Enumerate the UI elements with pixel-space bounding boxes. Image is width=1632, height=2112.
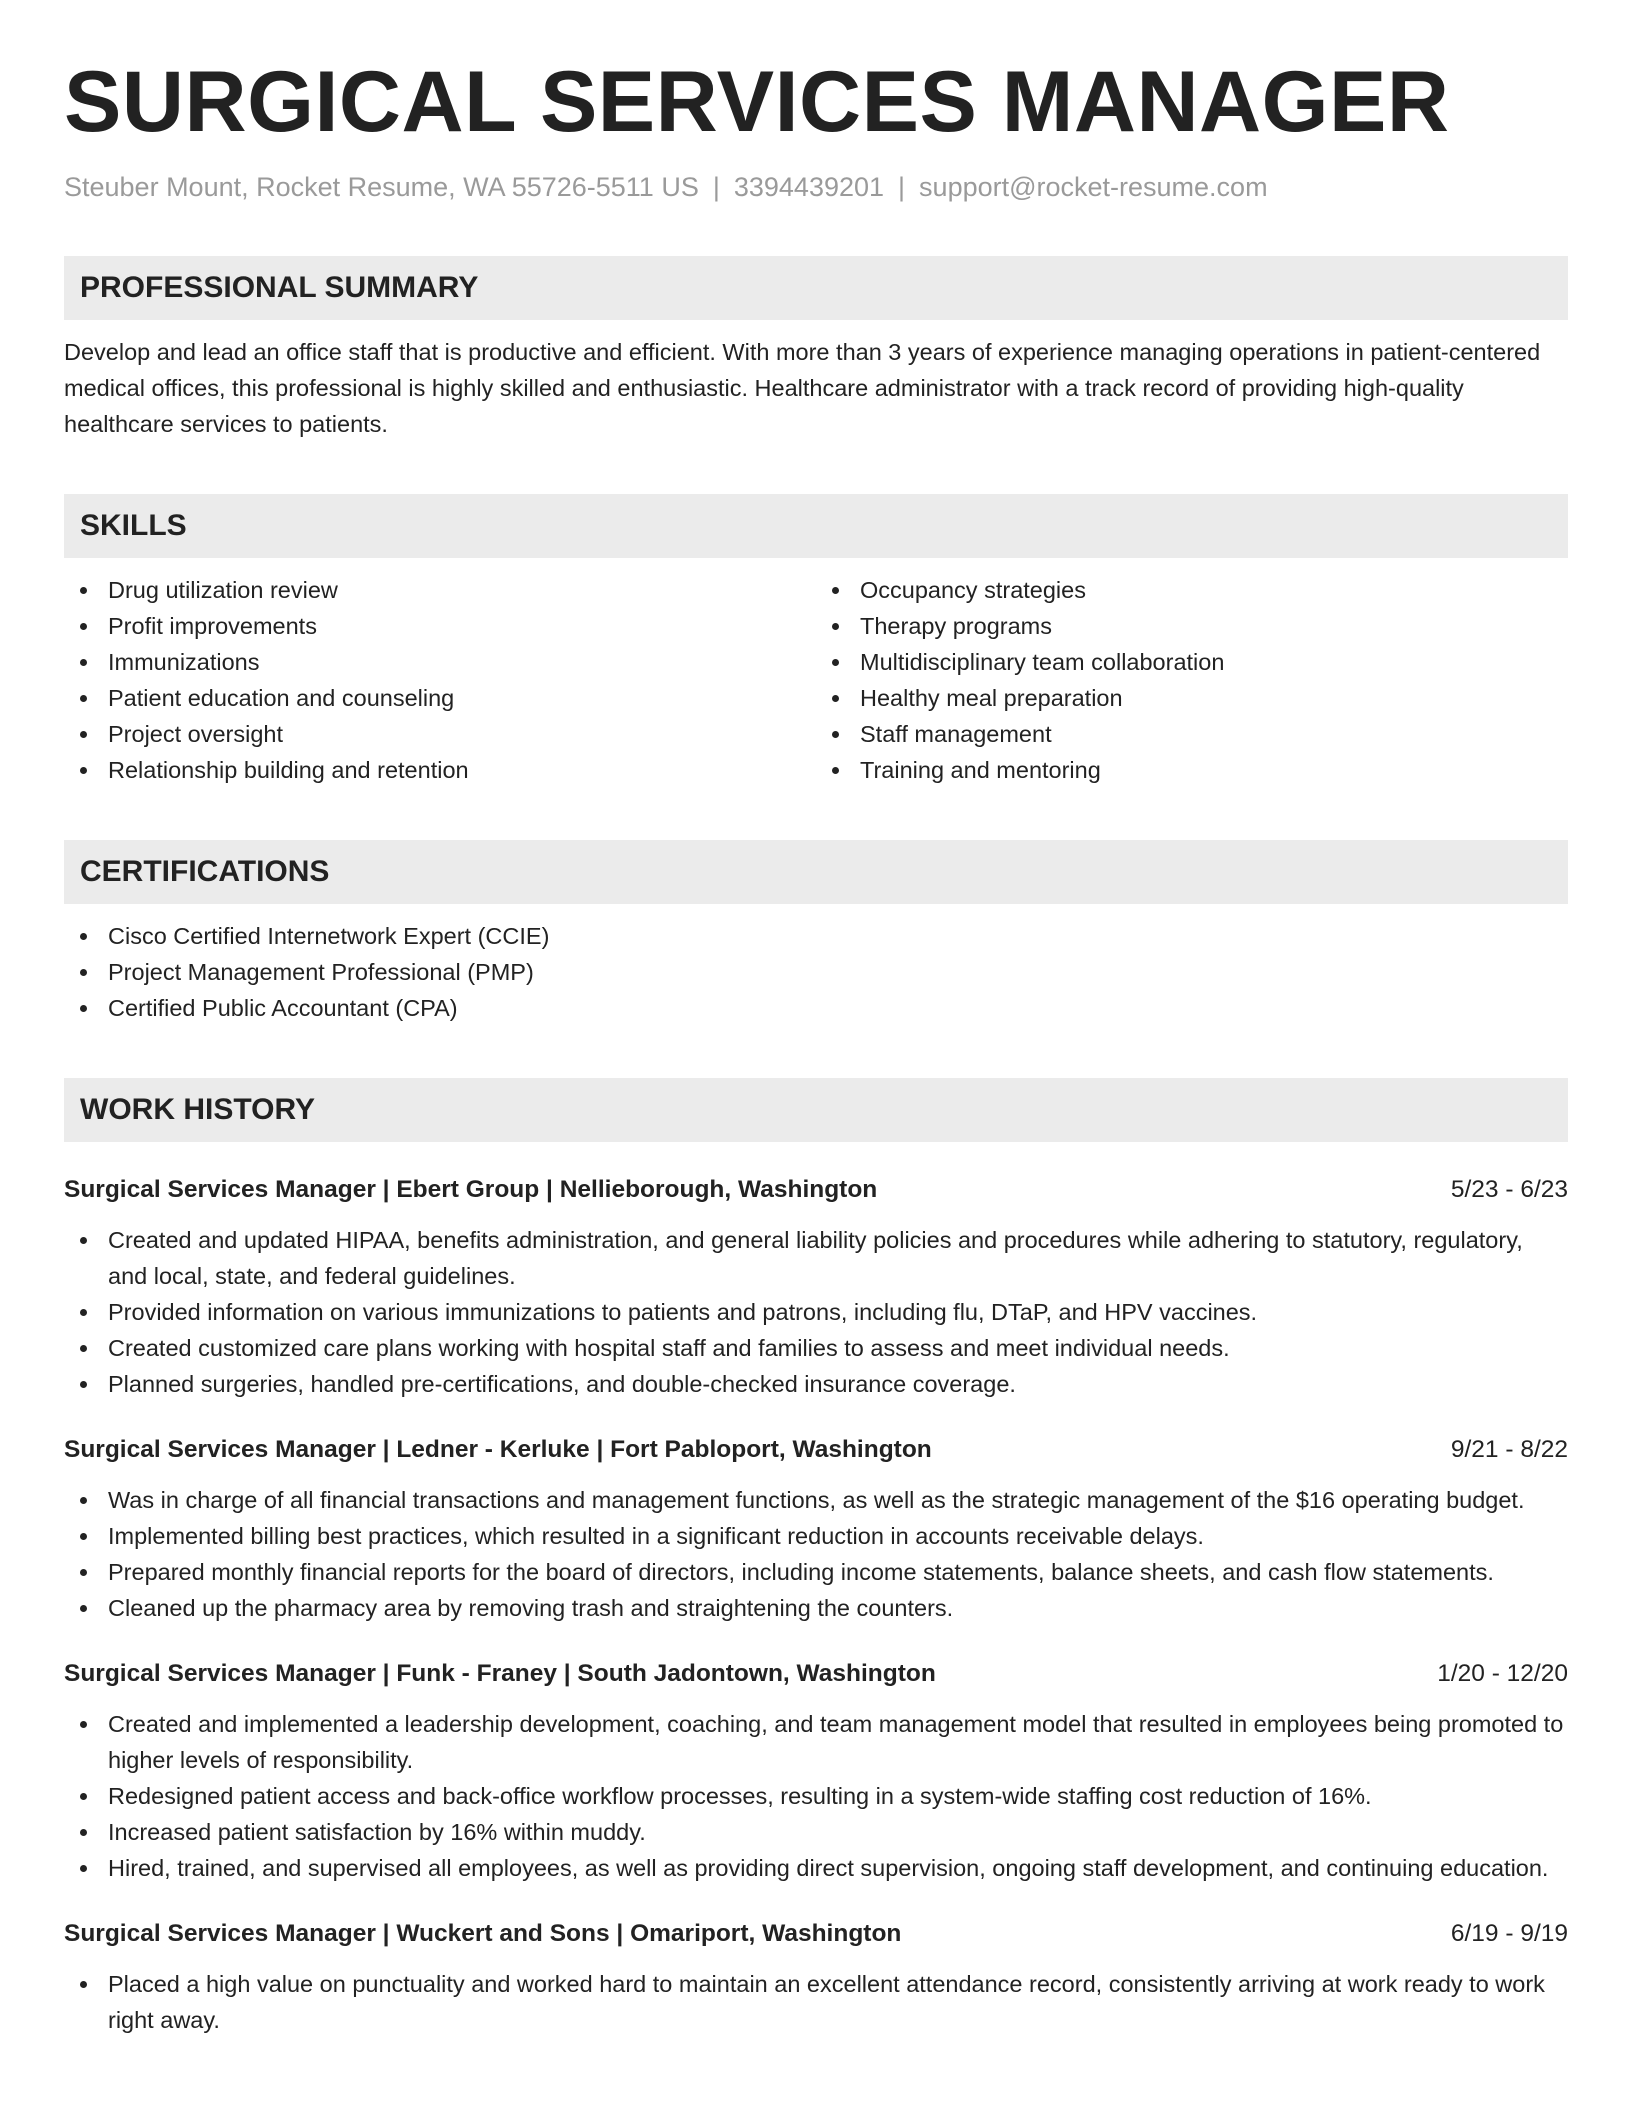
contact-separator: |	[898, 172, 906, 202]
job-title: Surgical Services Manager | Wuckert and Sons | Omariport, Washington	[64, 1920, 902, 1947]
job-title: Surgical Services Manager | Ledner - Kerluke | Fort Pabloport, Washington	[64, 1436, 932, 1463]
skill-item: Occupancy strategies	[816, 572, 1568, 608]
skill-item: Therapy programs	[816, 608, 1568, 644]
contact-separator: |	[712, 172, 720, 202]
summary-text: Develop and lead an office staff that is productive and efficient. With more than 3 years of experience managing operations in patient-centered medical offices, this professional is highly skilled and enthusiastic. Healthcare administrator with a track record of providing high-quality healthcare services to patients.	[64, 339, 1541, 437]
job-entry	[64, 1172, 1568, 1402]
skill-item: Staff management	[816, 716, 1568, 752]
job-bullet: Created and implemented a leadership development, coaching, and team management model that resulted in employees being promoted to higher levels of responsibility.	[64, 1706, 1568, 1778]
skill-item: Training and mentoring	[816, 752, 1568, 788]
certifications-list	[64, 918, 1568, 1026]
contact-address: Steuber Mount, Rocket Resume, WA 55726-5511 US	[64, 172, 699, 202]
job-header	[64, 1432, 1568, 1468]
job-dates: 6/19 - 9/19	[1450, 1920, 1568, 1947]
contact-email[interactable]: support@rocket-resume.com	[919, 172, 1268, 202]
skill-item: Healthy meal preparation	[816, 680, 1568, 716]
certification-item: Certified Public Accountant (CPA)	[64, 990, 1568, 1026]
job-header	[64, 1916, 1568, 1952]
job-bullet: Implemented billing best practices, which resulted in a significant reduction in accounts receivable delays.	[64, 1518, 1568, 1554]
job-bullet: Increased patient satisfaction by 16% within muddy.	[64, 1814, 1568, 1850]
section-heading-certifications: CERTIFICATIONS	[64, 840, 1568, 904]
section-heading-skills: SKILLS	[64, 494, 1568, 558]
job-bullet: Created and updated HIPAA, benefits administration, and general liability policies and procedures while adhering to statutory, regulatory, and local, state, and federal guidelines.	[64, 1222, 1568, 1294]
job-entry	[64, 1432, 1568, 1626]
job-bullet: Prepared monthly financial reports for the board of directors, including income statements, balance sheets, and cash flow statements.	[64, 1554, 1568, 1590]
certification-item: Cisco Certified Internetwork Expert (CCIE)	[64, 918, 1568, 954]
job-bullets	[64, 1222, 1568, 1402]
skill-item: Project oversight	[64, 716, 816, 752]
job-bullets	[64, 1706, 1568, 1886]
section-heading-work-history: WORK HISTORY	[64, 1078, 1568, 1142]
contact-line	[64, 170, 1568, 204]
skill-item: Multidisciplinary team collaboration	[816, 644, 1568, 680]
skills-grid	[64, 572, 1568, 788]
job-bullet: Redesigned patient access and back-office workflow processes, resulting in a system-wide staffing cost reduction of 16%.	[64, 1778, 1568, 1814]
section-heading-summary: PROFESSIONAL SUMMARY	[64, 256, 1568, 320]
job-entry	[64, 1656, 1568, 1886]
skill-item: Relationship building and retention	[64, 752, 816, 788]
skill-item: Profit improvements	[64, 608, 816, 644]
job-bullets	[64, 1482, 1568, 1626]
certification-item: Project Management Professional (PMP)	[64, 954, 1568, 990]
contact-phone: 3394439201	[733, 172, 885, 202]
job-bullet: Placed a high value on punctuality and worked hard to maintain an excellent attendance record, consistently arriving at work ready to work right away.	[64, 1966, 1568, 2038]
skill-item: Patient education and counseling	[64, 680, 816, 716]
job-entry	[64, 1916, 1568, 2038]
resume-name: SURGICAL SERVICES MANAGER	[64, 54, 1450, 150]
skills-list-right	[816, 572, 1568, 788]
job-bullet: Hired, trained, and supervised all employees, as well as providing direct supervision, ongoing staff development, and continuing education.	[64, 1850, 1568, 1886]
job-bullet: Was in charge of all financial transactions and management functions, as well as the strategic management of the $16 operating budget.	[64, 1482, 1568, 1518]
job-bullet: Provided information on various immunizations to patients and patrons, including flu, DTaP, and HPV vaccines.	[64, 1294, 1568, 1330]
job-bullets	[64, 1966, 1568, 2038]
job-title: Surgical Services Manager | Ebert Group | Nellieborough, Washington	[64, 1176, 878, 1203]
job-title: Surgical Services Manager | Funk - Franey | South Jadontown, Washington	[64, 1660, 936, 1687]
job-bullet: Cleaned up the pharmacy area by removing trash and straightening the counters.	[64, 1590, 1568, 1626]
job-dates: 5/23 - 6/23	[1450, 1176, 1568, 1203]
job-bullet: Created customized care plans working with hospital staff and families to assess and meet individual needs.	[64, 1330, 1568, 1366]
skills-list-left	[64, 572, 816, 788]
job-bullet: Planned surgeries, handled pre-certifications, and double-checked insurance coverage.	[64, 1366, 1568, 1402]
skill-item: Immunizations	[64, 644, 816, 680]
job-header	[64, 1172, 1568, 1208]
job-dates: 9/21 - 8/22	[1450, 1436, 1568, 1463]
skill-item: Drug utilization review	[64, 572, 816, 608]
job-dates: 1/20 - 12/20	[1437, 1660, 1568, 1687]
job-header	[64, 1656, 1568, 1692]
